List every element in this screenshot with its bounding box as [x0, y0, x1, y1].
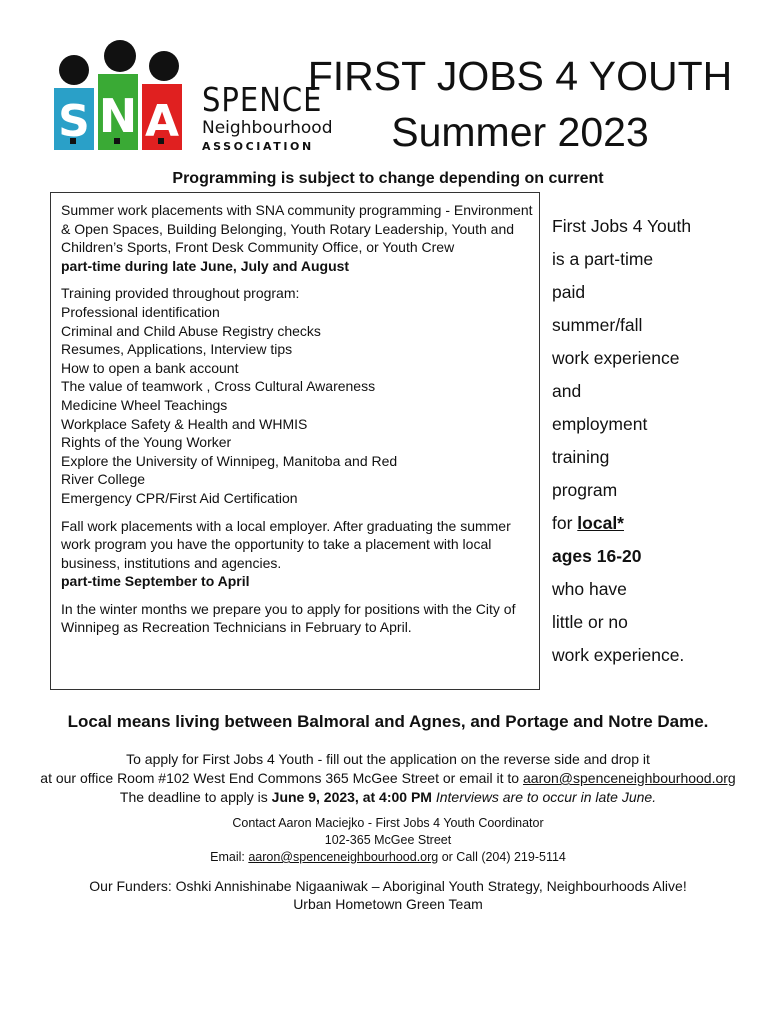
summary-line: who have — [552, 579, 627, 599]
training-item: Rights of the Young Worker — [61, 434, 232, 451]
title-line-1: FIRST JOBS 4 YOUTH — [307, 53, 733, 99]
programming-notice: Programming is subject to change depending on current — [172, 170, 604, 187]
contact-name: Contact Aaron Maciejko - First Jobs 4 Youth Coordinator — [232, 816, 544, 830]
winter-section: In the winter months we prepare you to apply for positions with the City of Winnipeg as Recreation Technicians in February to April. — [61, 600, 516, 636]
training-item: Criminal and Child Abuse Registry checks — [61, 322, 321, 339]
page-title — [300, 48, 740, 160]
sna-logo — [52, 40, 333, 155]
logo-word-neighbourhood: Neighbourhood — [202, 118, 333, 138]
training-item: Workplace Safety & Health and WHMIS — [61, 415, 308, 432]
funders-line-2: Urban Hometown Green Team — [293, 896, 483, 912]
apply-line-1: To apply for First Jobs 4 Youth - fill out the application on the reverse side and drop it — [126, 751, 650, 767]
summary-line: is a part-time — [552, 249, 654, 269]
logo-word-association: ASSOCIATION — [202, 140, 314, 153]
summary-line: little or no — [552, 612, 628, 632]
summer-section — [61, 201, 533, 275]
training-item: Medicine Wheel Teachings — [61, 396, 228, 413]
deadline-date: June 9, 2023, at 4:00 PM — [271, 789, 432, 805]
interviews-note: Interviews are to occur in late June. — [435, 789, 657, 805]
deadline-prefix: The deadline to apply is — [119, 789, 272, 805]
logo-letter-s: S — [58, 96, 90, 147]
local-word: local* — [577, 513, 624, 533]
summary-line: employment — [552, 414, 648, 434]
summary-line: training — [552, 447, 610, 467]
training-item: Explore the University of Winnipeg, Manitoba and Red River College — [61, 452, 398, 488]
apply-line-2: at our office Room #102 West End Commons 365 McGee Street or email it to — [40, 770, 523, 786]
local-definition: Local means living between Balmoral and Agnes, and Portage and Notre Dame. — [67, 712, 709, 731]
fall-text: Fall work placements with a local employer. After graduating the summer work program you have the opportunity to take a placement with local business, institutions and agencies. — [61, 517, 511, 571]
contact-info — [0, 815, 770, 866]
summary-line: paid — [552, 282, 586, 302]
summary-line: work experience. — [552, 645, 685, 665]
training-item: Resumes, Applications, Interview tips — [61, 341, 293, 358]
title-line-2: Summer 2023 — [391, 109, 649, 155]
summary-ages: ages 16-20 — [552, 546, 642, 566]
summary-line: and — [552, 381, 582, 401]
summer-timing: part-time during late June, July and August — [61, 257, 350, 274]
summer-text: Summer work placements with SNA community programming - Environment & Open Spaces, Building Belonging, Youth Rotary Leadership, Youth and Children’s Sports, Front Desk Community Office, or Youth Crew — [61, 202, 533, 256]
training-section — [61, 284, 533, 507]
contact-email-prefix: Email: — [210, 850, 249, 864]
apply-email-link[interactable]: aaron@spenceneighbourhood.org — [523, 770, 736, 786]
program-summary — [552, 212, 762, 674]
logo-letter-a: A — [144, 96, 180, 147]
logo-word-spence: SPENCE — [202, 80, 323, 120]
contact-email-link[interactable]: aaron@spenceneighbourhood.org — [248, 850, 439, 864]
contact-address: 102-365 McGee Street — [324, 833, 452, 847]
summary-line-local — [552, 509, 762, 542]
program-details-box — [50, 192, 540, 690]
funders — [0, 877, 770, 913]
training-item: The value of teamwork , Cross Cultural Awareness — [61, 378, 376, 395]
summary-line: work experience — [552, 348, 680, 368]
summary-line: summer/fall — [552, 315, 643, 335]
logo-letter-n: N — [98, 89, 138, 143]
funders-line-1: Our Funders: Oshki Annishinabe Nigaaniwak – Aboriginal Youth Strategy, Neighbourhoods Alive! — [89, 878, 687, 894]
training-item: Professional identification — [61, 303, 220, 320]
for-word: for — [552, 513, 578, 533]
summary-line: program — [552, 480, 618, 500]
training-item: Emergency CPR/First Aid Certification — [61, 489, 298, 506]
training-item: How to open a bank account — [61, 359, 239, 376]
contact-phone: or Call (204) 219-5114 — [438, 850, 566, 864]
fall-section — [61, 517, 533, 591]
summary-line: First Jobs 4 Youth — [552, 216, 692, 236]
sna-logo-graphic — [52, 40, 202, 155]
apply-instructions — [0, 750, 770, 807]
training-heading: Training provided throughout program: — [61, 285, 300, 302]
fall-timing: part-time September to April — [61, 573, 250, 590]
